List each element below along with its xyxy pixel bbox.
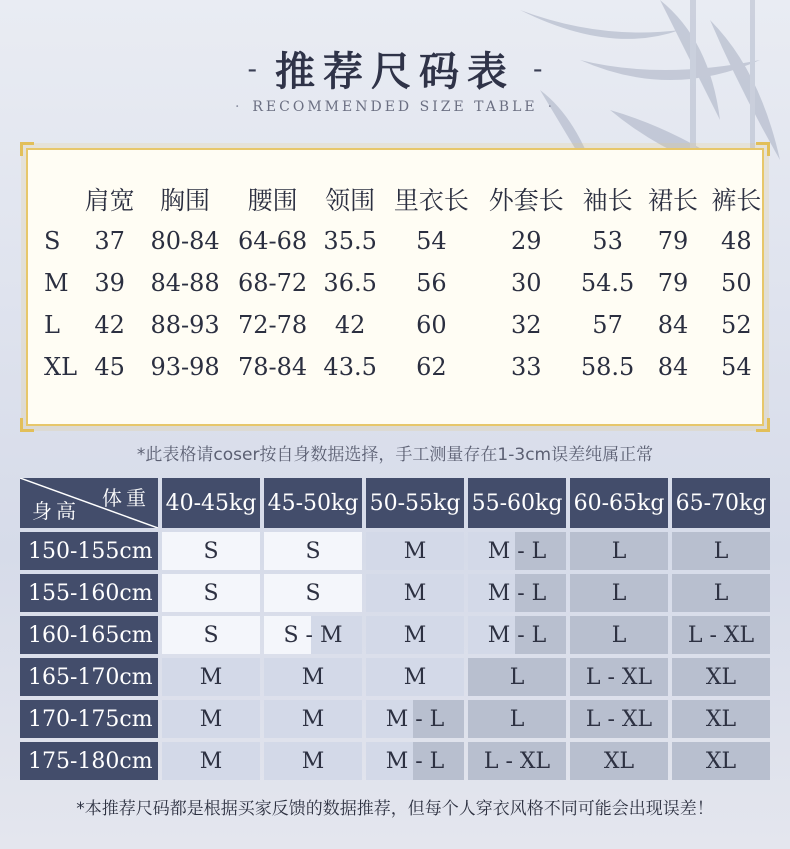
title-row xyxy=(0,38,790,98)
frame-corner-ornament xyxy=(756,142,770,156)
measurement-cell: 37 xyxy=(94,227,125,255)
measurement-cell: 60 xyxy=(416,311,447,339)
col-header: 肩宽 xyxy=(84,186,135,215)
size-recommend-cell: M xyxy=(264,700,362,738)
measurement-cell: 50 xyxy=(721,269,752,297)
measurement-note: *此表格请coser按自身数据选择，手工测量存在1-3cm误差纯属正常 xyxy=(136,445,654,465)
weight-header: 55-60kg xyxy=(468,478,566,528)
subtitle-row xyxy=(0,96,790,118)
measurement-cell: 78-84 xyxy=(237,353,308,381)
size-recommend-cell: L - XL xyxy=(570,658,668,696)
size-recommend-cell: M - L xyxy=(366,700,464,738)
measurement-cell: 39 xyxy=(94,269,125,297)
measurement-header-row xyxy=(38,178,768,220)
measurement-cell: 84 xyxy=(657,311,689,339)
size-recommend-cell: XL xyxy=(672,658,770,696)
measurement-cell: 48 xyxy=(721,227,752,255)
measurement-cell: 72-78 xyxy=(237,311,308,339)
measurement-cell: 68-72 xyxy=(237,269,308,297)
frame-corner-ornament xyxy=(20,142,34,156)
size-recommend-cell: M xyxy=(366,616,464,654)
frame-corner-ornament xyxy=(20,418,34,432)
measurement-row xyxy=(38,220,768,262)
measurement-cell: 84-88 xyxy=(150,269,220,297)
col-header: 里衣长 xyxy=(393,186,469,215)
size-recommend-cell: S xyxy=(162,616,260,654)
measurement-row xyxy=(38,346,768,388)
size-recommend-cell: M xyxy=(366,532,464,570)
size-recommend-cell: M - L xyxy=(468,574,566,612)
measurement-cell: 57 xyxy=(592,311,623,339)
size-recommend-cell: XL xyxy=(672,700,770,738)
size-recommend-cell: L - XL xyxy=(570,700,668,738)
size-recommend-cell: L xyxy=(468,700,566,738)
col-header: 裤长 xyxy=(711,186,762,215)
size-recommend-cell: S xyxy=(162,574,260,612)
measurement-table xyxy=(38,178,768,388)
size-recommend-cell: XL xyxy=(672,742,770,780)
grid-row xyxy=(20,574,770,612)
measurement-row xyxy=(38,262,768,304)
size-recommend-cell: L xyxy=(570,574,668,612)
col-header: 裙长 xyxy=(648,186,699,215)
size-recommend-cell: M - L xyxy=(366,742,464,780)
col-header: 袖长 xyxy=(582,186,633,215)
measurement-cell: 62 xyxy=(416,353,447,381)
measurement-cell: 80-84 xyxy=(150,227,220,255)
size-recommend-cell: L xyxy=(570,616,668,654)
subtitle-dot-left: · xyxy=(234,99,243,115)
size-recommend-cell: M - L xyxy=(468,532,566,570)
weight-header: 65-70kg xyxy=(672,478,770,528)
size-recommend-cell: XL xyxy=(570,742,668,780)
title-dash-left: - xyxy=(247,51,257,85)
size-recommend-cell: S - M xyxy=(264,616,362,654)
size-recommend-cell: L xyxy=(672,574,770,612)
height-label: 160-165cm xyxy=(20,616,158,654)
grid-row xyxy=(20,616,770,654)
title-dash-right: - xyxy=(533,51,543,85)
grid-corner-cell xyxy=(20,478,158,528)
measurement-cell: 56 xyxy=(416,269,447,297)
frame-corner-ornament xyxy=(756,418,770,432)
size-label: S xyxy=(44,227,61,255)
col-header: 外套长 xyxy=(488,186,564,215)
measurement-cell: 79 xyxy=(657,227,689,255)
page-subtitle: RECOMMENDED SIZE TABLE xyxy=(252,99,538,115)
measurement-cell: 45 xyxy=(94,353,125,381)
size-label: L xyxy=(44,311,60,339)
size-recommend-cell: S xyxy=(264,574,362,612)
measurement-cell: 93-98 xyxy=(150,353,220,381)
size-recommend-cell: M xyxy=(162,700,260,738)
measurement-cell: 64-68 xyxy=(237,227,308,255)
subtitle-dot-right: · xyxy=(547,99,556,115)
size-recommend-cell: L xyxy=(468,658,566,696)
col-header: 胸围 xyxy=(160,186,211,215)
size-recommend-cell: M xyxy=(264,742,362,780)
page-title: 推荐尺码表 xyxy=(275,47,515,95)
measurement-cell: 35.5 xyxy=(323,227,377,255)
measurement-cell: 36.5 xyxy=(323,269,377,297)
weight-header: 50-55kg xyxy=(366,478,464,528)
height-label: 165-170cm xyxy=(20,658,158,696)
measurement-cell: 54.5 xyxy=(580,269,635,297)
size-recommend-cell: M xyxy=(366,574,464,612)
measurement-cell: 88-93 xyxy=(150,311,220,339)
measurement-cell: 43.5 xyxy=(323,353,377,381)
recommend-note: *本推荐尺码都是根据买家反馈的数据推荐，但每个人穿衣风格不同可能会出现误差！ xyxy=(76,799,714,819)
measurement-table-frame xyxy=(26,148,764,426)
measurement-cell: 32 xyxy=(511,311,542,339)
height-label: 155-160cm xyxy=(20,574,158,612)
size-recommend-cell: M xyxy=(264,658,362,696)
measurement-cell: 84 xyxy=(657,353,689,381)
weight-axis-label: 体重 xyxy=(102,486,150,510)
size-label: XL xyxy=(44,353,78,381)
size-label: M xyxy=(44,269,69,297)
measurement-cell: 30 xyxy=(511,269,542,297)
grid-row xyxy=(20,742,770,780)
measurement-cell: 79 xyxy=(657,269,689,297)
grid-row xyxy=(20,700,770,738)
weight-header: 40-45kg xyxy=(162,478,260,528)
size-recommend-cell: L - XL xyxy=(672,616,770,654)
height-axis-label: 身高 xyxy=(32,499,80,523)
measurement-cell: 54 xyxy=(416,227,447,255)
weight-header: 45-50kg xyxy=(264,478,362,528)
size-recommend-cell: M xyxy=(162,742,260,780)
measurement-cell: 58.5 xyxy=(580,353,635,381)
size-recommend-cell: M xyxy=(366,658,464,696)
height-label: 175-180cm xyxy=(20,742,158,780)
height-label: 170-175cm xyxy=(20,700,158,738)
recommend-grid xyxy=(20,478,770,784)
grid-row xyxy=(20,658,770,696)
size-recommend-cell: L xyxy=(570,532,668,570)
size-recommend-cell: L xyxy=(672,532,770,570)
measurement-cell: 52 xyxy=(721,311,752,339)
measurement-cell: 33 xyxy=(511,353,542,381)
col-header: 腰围 xyxy=(247,186,298,215)
measurement-row xyxy=(38,304,768,346)
measurement-cell: 29 xyxy=(511,227,542,255)
weight-header: 60-65kg xyxy=(570,478,668,528)
size-recommend-cell: S xyxy=(264,532,362,570)
measurement-cell: 42 xyxy=(94,311,125,339)
height-label: 150-155cm xyxy=(20,532,158,570)
measurement-cell: 42 xyxy=(334,311,366,339)
size-recommend-cell: M - L xyxy=(468,616,566,654)
col-header: 领围 xyxy=(325,186,376,215)
grid-header-row xyxy=(20,478,770,528)
size-recommend-cell: L - XL xyxy=(468,742,566,780)
measurement-cell: 54 xyxy=(721,353,752,381)
size-recommend-cell: S xyxy=(162,532,260,570)
grid-row xyxy=(20,532,770,570)
measurement-cell: 53 xyxy=(592,227,623,255)
size-recommend-cell: M xyxy=(162,658,260,696)
header-blank xyxy=(38,178,78,220)
